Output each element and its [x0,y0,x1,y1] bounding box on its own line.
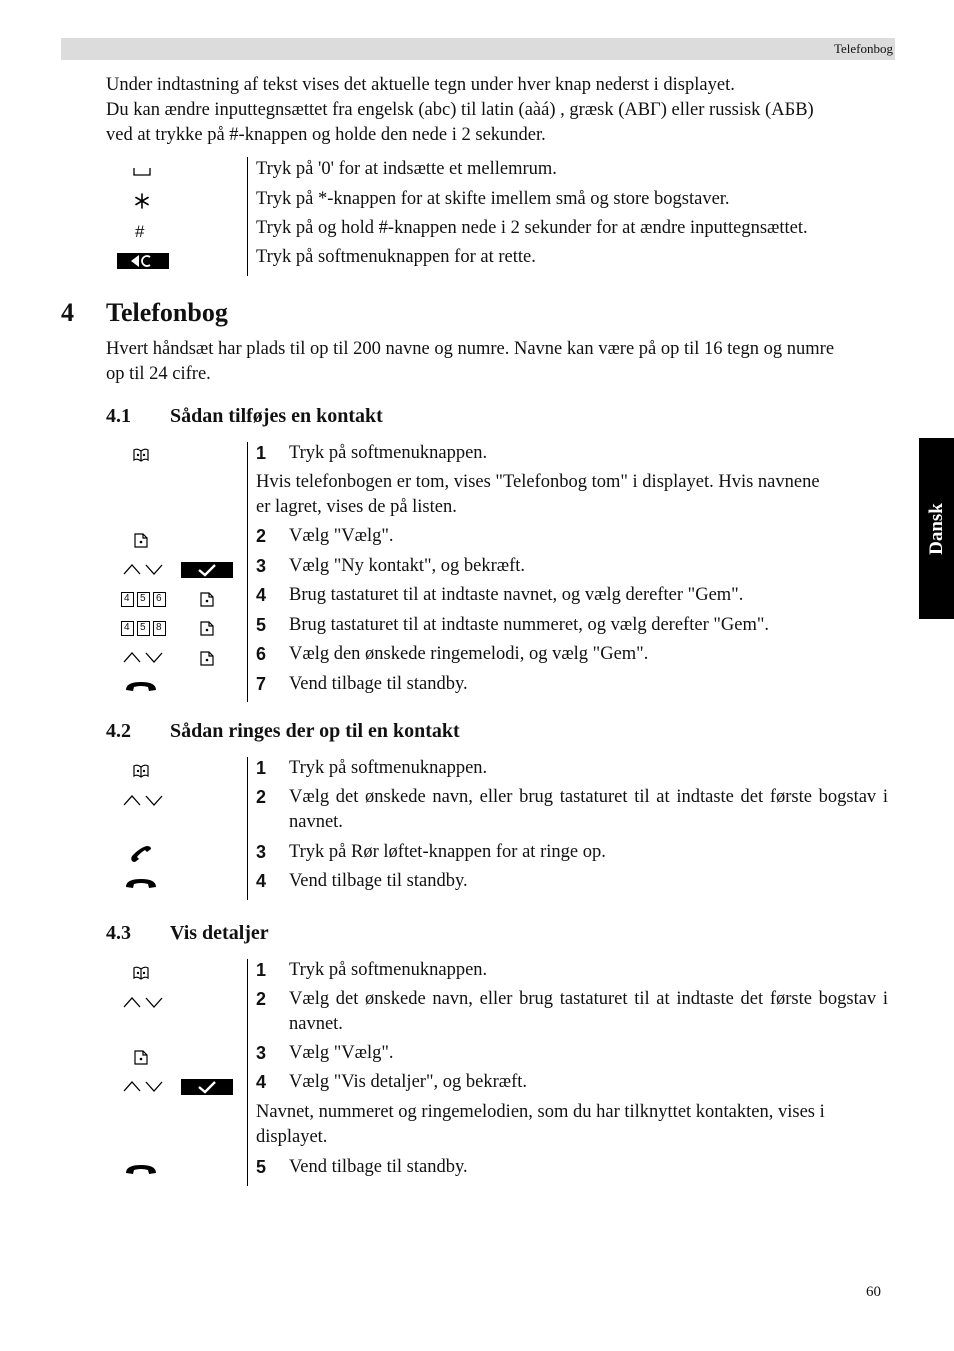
steps-divider [247,757,248,900]
space-key-icon [133,165,151,177]
step-text: Tryk på softmenuknappen. [289,960,488,980]
section-body-line-2: op til 24 cifre. [106,364,211,384]
step-number: 4 [256,585,267,605]
step-text: Vælg "Vælg". [289,1043,394,1063]
step-number: 1 [256,960,267,980]
end-call-icon [124,877,158,891]
subsection-number: 4.1 [106,405,131,427]
step-number: 1 [256,443,267,463]
subsection-title: Sådan tilføjes en kontakt [170,405,383,427]
section-number: 4 [61,298,74,327]
step-text: Vend tilbage til standby. [289,1157,468,1177]
step-number: 6 [256,644,267,664]
step-number: 3 [256,842,267,862]
step-note-line-1: Hvis telefonbogen er tom, vises "Telefonbog tom" i displayet. Hvis navnene [256,472,820,492]
steps-divider [247,959,248,1186]
step-note-line-2: displayet. [256,1127,328,1147]
up-down-navigation-icon [122,793,164,807]
phonebook-icon [133,448,149,462]
confirm-softkey-icon [181,1079,233,1095]
step-text: Vælg det ønskede navn, eller brug tastaturet til at indtaste det første bogstav i navnet. [289,989,888,1034]
running-header [61,38,895,60]
step-text: Brug tastaturet til at indtaste navnet, og vælg derefter "Gem". [289,585,744,605]
step-text: Tryk på softmenuknappen. [289,443,488,463]
key-row-text: Tryk på softmenuknappen for at rette. [256,247,536,267]
step-number: 2 [256,989,267,1009]
intro-line-1: Under indtastning af tekst vises det aktuelle tegn under hver knap nederst i displayet. [106,75,735,95]
table-divider [247,157,248,276]
page-number: 60 [866,1284,881,1300]
step-text: Tryk på softmenuknappen. [289,758,488,778]
step-text: Vælg "Vis detaljer", og bekræft. [289,1072,528,1092]
star-key-icon [133,192,151,210]
step-text: Vend tilbage til standby. [289,871,468,891]
steps-divider [247,442,248,702]
step-text: Vælg den ønskede ringemelodi, og vælg "Gem". [289,644,649,664]
up-down-navigation-icon [122,995,164,1009]
step-text: Vælg det ønskede navn, eller brug tastaturet til at indtaste det første bogstav i navnet. [289,787,888,832]
language-tab-label: Dansk [925,502,947,555]
key-row-text: Tryk på og hold #-knappen nede i 2 sekunder for at ændre inputtegnsættet. [256,218,808,238]
select-softkey-icon [200,651,214,666]
step-number: 1 [256,758,267,778]
up-down-navigation-icon [122,650,164,664]
step-number: 4 [256,871,267,891]
confirm-softkey-icon [181,562,233,578]
select-softkey-icon [200,592,214,607]
subsection-number: 4.3 [106,922,131,944]
end-call-icon [124,1163,158,1177]
step-number: 5 [256,615,267,635]
up-down-navigation-icon [122,562,164,576]
step-number: 4 [256,1072,267,1092]
step-text: Tryk på Rør løftet-knappen for at ringe op. [289,842,606,862]
section-title: Telefonbog [106,298,228,327]
end-call-icon [124,680,158,694]
step-text: Brug tastaturet til at indtaste nummeret, og vælg derefter "Gem". [289,615,770,635]
key-row-text: Tryk på *-knappen for at skifte imellem små og store bogstaver. [256,189,730,209]
key-row-text: Tryk på '0' for at indsætte et mellemrum. [256,159,557,179]
select-softkey-icon [134,533,148,548]
step-number: 3 [256,1043,267,1063]
step-number: 3 [256,556,267,576]
intro-line-3: ved at trykke på #-knappen og holde den nede i 2 sekunder. [106,125,546,145]
step-text: Vend tilbage til standby. [289,674,468,694]
phonebook-icon [133,764,149,778]
step-note-line-2: er lagret, vises de på listen. [256,497,457,517]
clear-softkey-icon [117,253,169,269]
subsection-title: Vis detaljer [170,922,269,944]
step-number: 2 [256,526,267,546]
step-number: 5 [256,1157,267,1177]
select-softkey-icon [134,1050,148,1065]
running-header-title: Telefonbog [833,41,893,56]
call-handset-icon [129,845,153,863]
language-tab [919,438,954,619]
step-number: 2 [256,787,267,807]
step-text: Vælg "Vælg". [289,526,394,546]
step-number: 7 [256,674,267,694]
hash-key-icon: # [135,222,145,241]
subsection-title: Sådan ringes der op til en kontakt [170,720,460,742]
intro-line-2: Du kan ændre inputtegnsættet fra engelsk (abc) til latin (aàá) , græsk (ΑΒΓ) eller russisk (АБВ) [106,100,814,120]
subsection-number: 4.2 [106,720,131,742]
phonebook-icon [133,966,149,980]
section-body-line-1: Hvert håndsæt har plads til op til 200 navne og numre. Navne kan være på op til 16 tegn og numre [106,339,835,359]
step-text: Vælg "Ny kontakt", og bekræft. [289,556,526,576]
step-note-line-1: Navnet, nummeret og ringemelodien, som du har tilknyttet kontakten, vises i [256,1102,825,1122]
select-softkey-icon [200,621,214,636]
up-down-navigation-icon [122,1079,164,1093]
